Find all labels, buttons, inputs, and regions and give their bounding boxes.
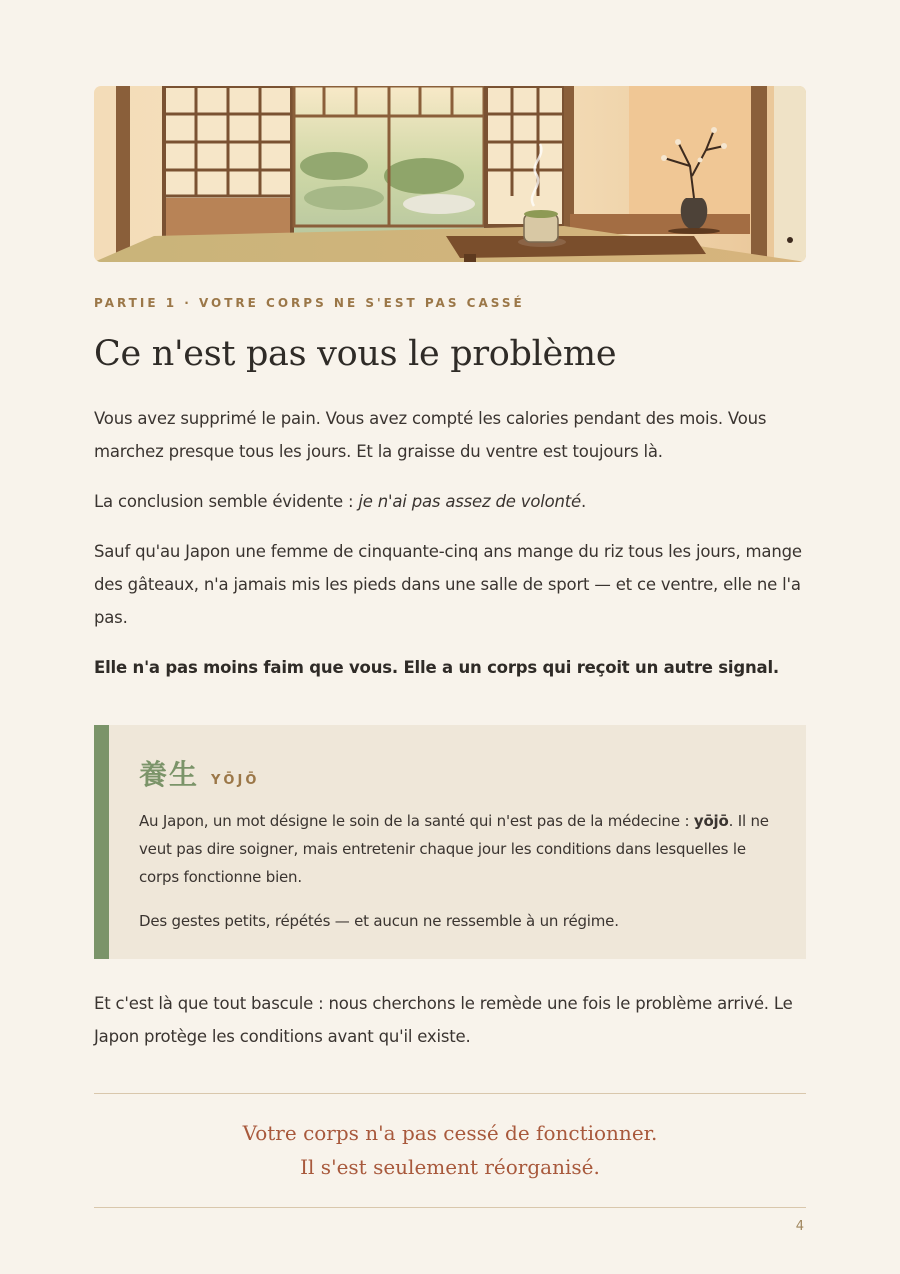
quote-line: Votre corps n'a pas cessé de fonctionner.: [242, 1121, 658, 1145]
bold-statement: Elle n'a pas moins faim que vous. Elle a un corps qui reçoit un autre signal.: [94, 658, 779, 677]
section-kicker: PARTIE 1 · VOTRE CORPS NE S'EST PAS CASSÉ: [94, 296, 525, 310]
page-content: [94, 86, 806, 1208]
callout-text: Au Japon, un mot désigne le soin de la santé qui n'est pas de la médecine :: [139, 812, 694, 830]
paragraph: Vous avez supprimé le pain. Vous avez compté les calories pendant des mois. Vous marchez presque tous les jours. Et la graisse du ventre est toujours là.: [94, 409, 767, 461]
pull-quote: [94, 1094, 806, 1207]
bold-term: yōjō: [693, 812, 729, 830]
callout-paragraph: [139, 807, 776, 891]
paragraph: [94, 485, 806, 518]
callout-text: . Il ne veut pas dire soigner, mais entretenir chaque jour les conditions dans lesquelles le corps fonctionne bien.: [139, 812, 769, 886]
yojo-callout: [94, 725, 806, 959]
paragraph: Et c'est là que tout bascule : nous cherchons le remède une fois le problème arrivé. Le Japon protège les conditions avant qu'il existe.: [94, 994, 793, 1046]
hero-illustration: [94, 86, 806, 262]
quote-line: Il s'est seulement réorganisé.: [300, 1155, 600, 1179]
italic-text: je n'ai pas assez de volonté: [358, 492, 581, 511]
romaji-label: YŌJŌ: [211, 773, 260, 788]
paragraph-text: La conclusion semble évidente :: [94, 492, 359, 511]
callout-paragraph: Des gestes petits, répétés — et aucun ne ressemble à un régime.: [139, 912, 619, 930]
paragraph: Sauf qu'au Japon une femme de cinquante-cinq ans mange du riz tous les jours, mange des gâteaux, n'a jamais mis les pieds dans une salle de sport — et ce ventre, elle ne l'a pas.: [94, 542, 802, 627]
kanji-title: 養生: [139, 758, 200, 791]
page-number: 4: [795, 1219, 804, 1234]
paragraph-text: .: [581, 492, 587, 511]
intro-body: [94, 402, 806, 684]
page-title: Ce n'est pas vous le problème: [94, 334, 617, 374]
after-body: [94, 987, 806, 1053]
callout-heading: [139, 753, 776, 793]
divider: [94, 1207, 806, 1208]
